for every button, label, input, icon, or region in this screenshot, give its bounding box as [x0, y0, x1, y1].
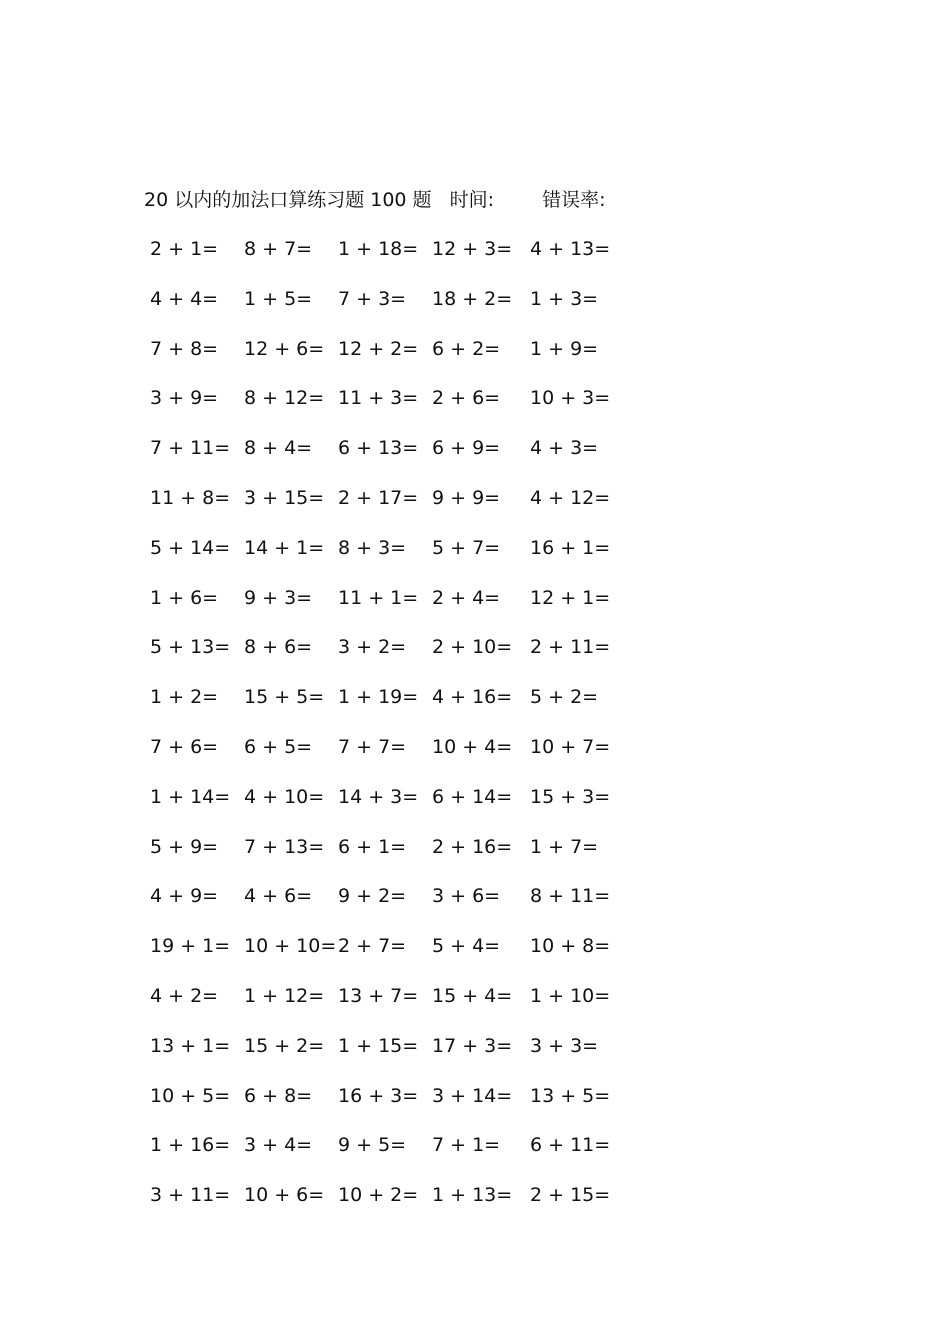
- problem-row: [0, 334, 950, 364]
- problem-item: 16 + 3=: [338, 1084, 419, 1107]
- problem-row: [0, 632, 950, 662]
- problem-item: 1 + 15=: [338, 1034, 419, 1057]
- problem-item: 2 + 15=: [530, 1184, 611, 1207]
- problem-item: 10 + 2=: [338, 1184, 419, 1207]
- problem-item: 3 + 2=: [338, 636, 407, 659]
- problem-row: [0, 433, 950, 463]
- problem-item: 2 + 1=: [150, 238, 219, 260]
- problem-item: 15 + 4=: [432, 985, 513, 1007]
- problem-item: 15 + 3=: [530, 785, 611, 808]
- problem-item: 6 + 8=: [244, 1084, 313, 1107]
- problem-item: 14 + 1=: [244, 536, 325, 559]
- problem-item: 8 + 7=: [244, 238, 313, 260]
- problem-item: 6 + 14=: [432, 785, 513, 808]
- problem-item: 1 + 16=: [150, 1134, 231, 1157]
- problem-item: 15 + 2=: [244, 1034, 325, 1057]
- problem-item: 1 + 18=: [338, 238, 419, 260]
- problem-item: 6 + 11=: [530, 1134, 611, 1157]
- problem-row: [0, 583, 950, 613]
- problem-item: 7 + 1=: [432, 1134, 501, 1157]
- problem-item: 4 + 16=: [432, 686, 513, 709]
- problem-item: 3 + 15=: [244, 487, 325, 509]
- problem-item: 4 + 4=: [150, 287, 219, 310]
- problem-item: 2 + 17=: [338, 487, 419, 509]
- problem-item: 10 + 4=: [432, 736, 513, 758]
- problem-item: 8 + 6=: [244, 636, 313, 659]
- problem-item: 8 + 4=: [244, 437, 313, 460]
- problem-item: 2 + 10=: [432, 636, 513, 659]
- problem-row: [0, 981, 950, 1011]
- problem-item: 1 + 10=: [530, 985, 611, 1007]
- problem-row: [0, 732, 950, 762]
- problem-item: 1 + 9=: [530, 337, 599, 360]
- problem-item: 10 + 6=: [244, 1184, 325, 1207]
- problem-item: 2 + 7=: [338, 935, 407, 958]
- problem-item: 7 + 3=: [338, 287, 407, 310]
- problem-item: 2 + 11=: [530, 636, 611, 659]
- problem-item: 8 + 12=: [244, 387, 325, 410]
- problem-item: 9 + 3=: [244, 586, 313, 609]
- problem-item: 10 + 8=: [530, 935, 611, 958]
- problem-item: 12 + 1=: [530, 586, 611, 609]
- problem-item: 3 + 3=: [530, 1034, 599, 1057]
- problem-item: 9 + 5=: [338, 1134, 407, 1157]
- problem-item: 4 + 9=: [150, 885, 219, 908]
- problem-item: 4 + 2=: [150, 985, 219, 1007]
- problem-row: [0, 782, 950, 812]
- problem-item: 2 + 4=: [432, 586, 501, 609]
- problem-item: 5 + 4=: [432, 935, 501, 958]
- problem-item: 2 + 16=: [432, 835, 513, 858]
- problem-item: 12 + 6=: [244, 337, 325, 360]
- problem-item: 5 + 9=: [150, 835, 219, 858]
- problem-item: 6 + 13=: [338, 437, 419, 460]
- problem-item: 5 + 2=: [530, 686, 599, 709]
- problem-item: 5 + 13=: [150, 636, 231, 659]
- problem-item: 11 + 1=: [338, 586, 419, 609]
- problem-item: 16 + 1=: [530, 536, 611, 559]
- problem-row: [0, 881, 950, 911]
- problem-item: 13 + 7=: [338, 985, 419, 1007]
- problem-row: [0, 234, 950, 264]
- problem-row: [0, 1031, 950, 1061]
- worksheet-title: 20 以内的加法口算练习题 100 题: [144, 189, 432, 211]
- problem-item: 11 + 3=: [338, 387, 419, 410]
- problem-item: 6 + 5=: [244, 736, 313, 758]
- problem-item: 1 + 3=: [530, 287, 599, 310]
- problem-item: 8 + 11=: [530, 885, 611, 908]
- problem-item: 7 + 8=: [150, 337, 219, 360]
- problem-item: 3 + 6=: [432, 885, 501, 908]
- problem-item: 1 + 19=: [338, 686, 419, 709]
- problem-item: 13 + 5=: [530, 1084, 611, 1107]
- problem-item: 7 + 7=: [338, 736, 407, 758]
- time-label: 时间:: [449, 189, 495, 211]
- problem-item: 12 + 3=: [432, 238, 513, 260]
- problem-row: [0, 931, 950, 961]
- problem-item: 10 + 10=: [244, 935, 337, 958]
- problem-item: 1 + 5=: [244, 287, 313, 310]
- problem-row: [0, 682, 950, 712]
- error-rate-label: 错误率:: [542, 189, 606, 211]
- problem-item: 1 + 7=: [530, 835, 599, 858]
- problem-item: 19 + 1=: [150, 935, 231, 958]
- problem-item: 4 + 10=: [244, 785, 325, 808]
- problem-item: 3 + 14=: [432, 1084, 513, 1107]
- problem-item: 9 + 2=: [338, 885, 407, 908]
- problem-item: 15 + 5=: [244, 686, 325, 709]
- problem-item: 1 + 13=: [432, 1184, 513, 1207]
- problem-row: [0, 1130, 950, 1160]
- problem-item: 2 + 6=: [432, 387, 501, 410]
- problem-item: 18 + 2=: [432, 287, 513, 310]
- problem-item: 7 + 13=: [244, 835, 325, 858]
- problem-row: [0, 1180, 950, 1210]
- problem-row: [0, 483, 950, 513]
- problem-item: 3 + 11=: [150, 1184, 231, 1207]
- problem-item: 7 + 6=: [150, 736, 219, 758]
- problem-item: 6 + 1=: [338, 835, 407, 858]
- problem-row: [0, 832, 950, 862]
- problem-row: [0, 533, 950, 563]
- problem-row: [0, 284, 950, 314]
- problem-item: 13 + 1=: [150, 1034, 231, 1057]
- problem-item: 10 + 3=: [530, 387, 611, 410]
- problem-item: 7 + 11=: [150, 437, 231, 460]
- problem-row: [0, 1081, 950, 1111]
- problem-row: [0, 383, 950, 413]
- problem-item: 10 + 5=: [150, 1084, 231, 1107]
- problem-item: 14 + 3=: [338, 785, 419, 808]
- problem-item: 4 + 6=: [244, 885, 313, 908]
- problem-item: 5 + 7=: [432, 536, 501, 559]
- problem-item: 10 + 7=: [530, 736, 611, 758]
- problem-item: 1 + 12=: [244, 985, 325, 1007]
- problem-item: 1 + 6=: [150, 586, 219, 609]
- problem-item: 4 + 12=: [530, 487, 611, 509]
- problem-item: 4 + 13=: [530, 238, 611, 260]
- problem-item: 12 + 2=: [338, 337, 419, 360]
- problem-item: 11 + 8=: [150, 487, 231, 509]
- problem-item: 8 + 3=: [338, 536, 407, 559]
- problem-item: 6 + 9=: [432, 437, 501, 460]
- problem-item: 17 + 3=: [432, 1034, 513, 1057]
- problem-item: 1 + 14=: [150, 785, 231, 808]
- problem-item: 5 + 14=: [150, 536, 231, 559]
- problem-item: 9 + 9=: [432, 487, 501, 509]
- problem-item: 6 + 2=: [432, 337, 501, 360]
- problem-item: 4 + 3=: [530, 437, 599, 460]
- problem-item: 1 + 2=: [150, 686, 219, 709]
- problem-item: 3 + 9=: [150, 387, 219, 410]
- problem-item: 3 + 4=: [244, 1134, 313, 1157]
